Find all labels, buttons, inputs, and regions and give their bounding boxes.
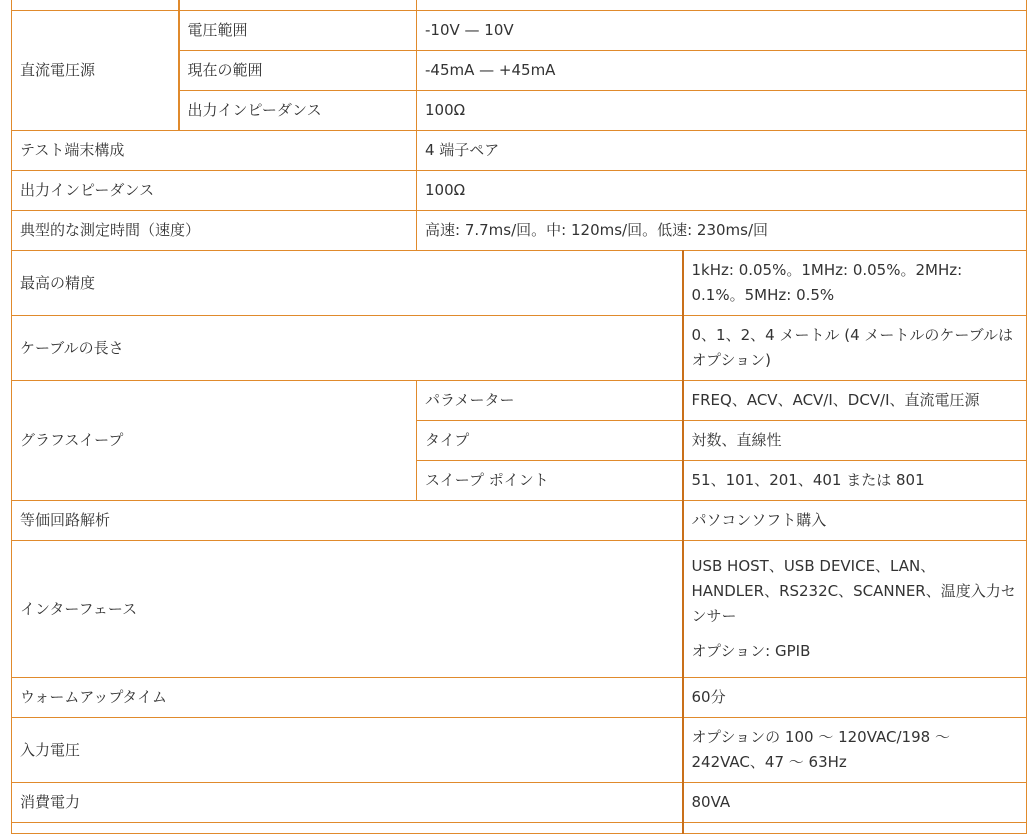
voltage-range-label: 電圧範囲 [179, 11, 417, 51]
sweep-type-label: タイプ [417, 421, 683, 461]
table-row [12, 381, 1027, 421]
input-voltage-value: オプションの 100 ～ 120VAC/198 ～ 242VAC、47 ～ 63Hz [683, 718, 1027, 783]
equiv-circuit-value: パソコンソフト購入 [683, 501, 1027, 541]
table-cell [683, 823, 1027, 834]
sweep-parameter-label: パラメーター [417, 381, 683, 421]
table-row [12, 211, 1027, 251]
warmup-value: 60分 [683, 678, 1027, 718]
sweep-points-value: 51、101、201、401 または 801 [683, 461, 1027, 501]
sweep-points-label: スイープ ポイント [417, 461, 683, 501]
power-label: 消費電力 [12, 783, 683, 823]
dc-source-label: 直流電圧源 [12, 11, 179, 131]
table-row [12, 541, 1027, 678]
current-range-label: 現在の範囲 [179, 51, 417, 91]
accuracy-label: 最高の精度 [12, 251, 683, 316]
interface-value-cell [683, 541, 1027, 678]
table-cell [417, 0, 1027, 11]
dc-output-impedance-value: 100Ω [417, 91, 1027, 131]
output-impedance-value: 100Ω [417, 171, 1027, 211]
test-terminal-label: テスト端末構成 [12, 131, 417, 171]
measure-time-label: 典型的な測定時間（速度） [12, 211, 417, 251]
table-row [12, 171, 1027, 211]
cable-value: 0、1、2、4 メートル (4 メートルのケーブルはオプション) [683, 316, 1027, 381]
sweep-parameter-value: FREQ、ACV、ACV/I、DCV/I、直流電圧源 [683, 381, 1027, 421]
table-cell [179, 0, 417, 11]
table-row [12, 823, 1027, 834]
spec-table [11, 0, 1027, 834]
table-row [12, 251, 1027, 316]
table-row [12, 316, 1027, 381]
table-cell [12, 0, 179, 11]
power-value: 80VA [683, 783, 1027, 823]
equiv-circuit-label: 等価回路解析 [12, 501, 683, 541]
graph-sweep-label: グラフスイープ [12, 381, 417, 501]
interface-label: インターフェース [12, 541, 683, 678]
cable-label: ケーブルの長さ [12, 316, 683, 381]
current-range-value: -45mA — +45mA [417, 51, 1027, 91]
interface-option: オプション: GPIB [691, 642, 811, 660]
accuracy-value: 1kHz: 0.05%。1MHz: 0.05%。2MHz: 0.1%。5MHz: 0.5% [683, 251, 1027, 316]
table-row [12, 0, 1027, 11]
input-voltage-label: 入力電圧 [12, 718, 683, 783]
output-impedance-label: 出力インピーダンス [12, 171, 417, 211]
measure-time-value: 高速: 7.7ms/回。中: 120ms/回。低速: 230ms/回 [417, 211, 1027, 251]
table-row [12, 718, 1027, 783]
warmup-label: ウォームアップタイム [12, 678, 683, 718]
voltage-range-value: -10V — 10V [417, 11, 1027, 51]
table-row [12, 783, 1027, 823]
test-terminal-value: 4 端子ペア [417, 131, 1027, 171]
table-row [12, 501, 1027, 541]
table-row [12, 131, 1027, 171]
table-row [12, 11, 1027, 51]
table-row [12, 678, 1027, 718]
sweep-type-value: 対数、直線性 [683, 421, 1027, 461]
dc-output-impedance-label: 出力インピーダンス [179, 91, 417, 131]
table-cell [12, 823, 683, 834]
interface-value: USB HOST、USB DEVICE、LAN、HANDLER、RS232C、SCANNER、温度入力センサー [691, 557, 1016, 625]
